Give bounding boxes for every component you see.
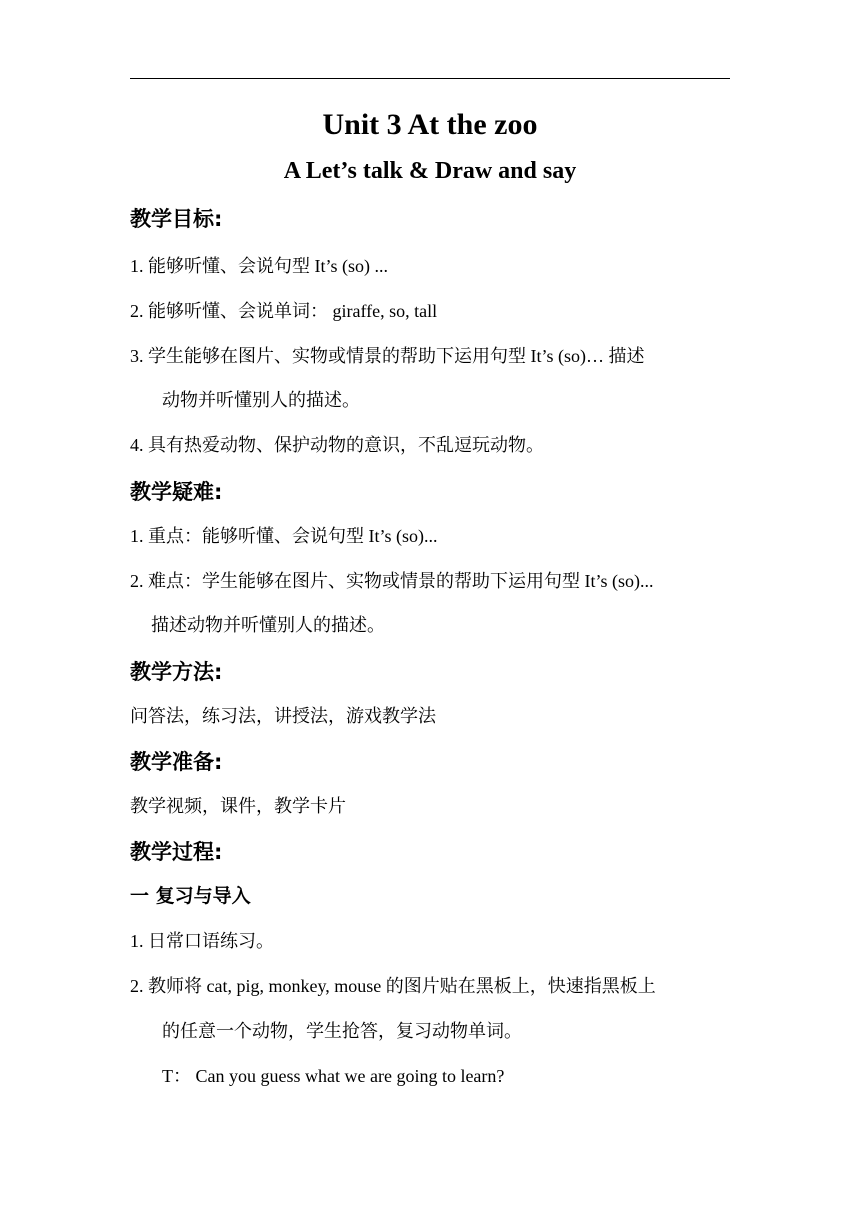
methods-heading: 教学方法:: [130, 660, 223, 684]
difficulty-item-1: 1. 重点：能够听懂、会说句型 It’s (so)...: [130, 526, 438, 546]
objective-item-3-cont: 动物并听懂别人的描述。: [162, 390, 360, 410]
header-rule: [130, 78, 730, 79]
process-step-title: 一 复习与导入: [130, 885, 251, 907]
process-item-2-cont: 的任意一个动物，学生抢答，复习动物单词。: [162, 1021, 522, 1041]
process-heading: 教学过程:: [130, 840, 223, 864]
page-subtitle: A Let’s talk & Draw and say: [283, 158, 577, 184]
difficulty-item-2-cont: 描述动物并听懂别人的描述。: [151, 615, 385, 635]
methods-text: 问答法，练习法，讲授法，游戏教学法: [130, 706, 436, 726]
page-title: Unit 3 At the zoo: [322, 108, 538, 141]
difficulty-item-2: 2. 难点：学生能够在图片、实物或情景的帮助下运用句型 It’s (so)...: [130, 571, 654, 591]
process-item-1: 1. 日常口语练习。: [130, 931, 274, 951]
difficulties-heading: 教学疑难:: [130, 480, 223, 504]
process-item-2: 2. 教师将 cat, pig, monkey, mouse 的图片贴在黑板上，快速指黑板上: [130, 976, 656, 996]
objective-item-2: 2. 能够听懂、会说单词： giraffe, so, tall: [130, 301, 438, 321]
preparation-text: 教学视频，课件，教学卡片: [130, 796, 346, 816]
objective-item-1: 1. 能够听懂、会说句型 It’s (so) ...: [130, 256, 388, 276]
preparation-heading: 教学准备:: [130, 750, 223, 774]
objective-item-3: 3. 学生能够在图片、实物或情景的帮助下运用句型 It’s (so)… 描述: [130, 346, 645, 366]
objective-item-4: 4. 具有热爱动物、保护动物的意识，不乱逗玩动物。: [130, 435, 544, 455]
objectives-heading: 教学目标:: [130, 207, 223, 231]
process-dialogue-line: T： Can you guess what we are going to learn?: [162, 1066, 505, 1086]
